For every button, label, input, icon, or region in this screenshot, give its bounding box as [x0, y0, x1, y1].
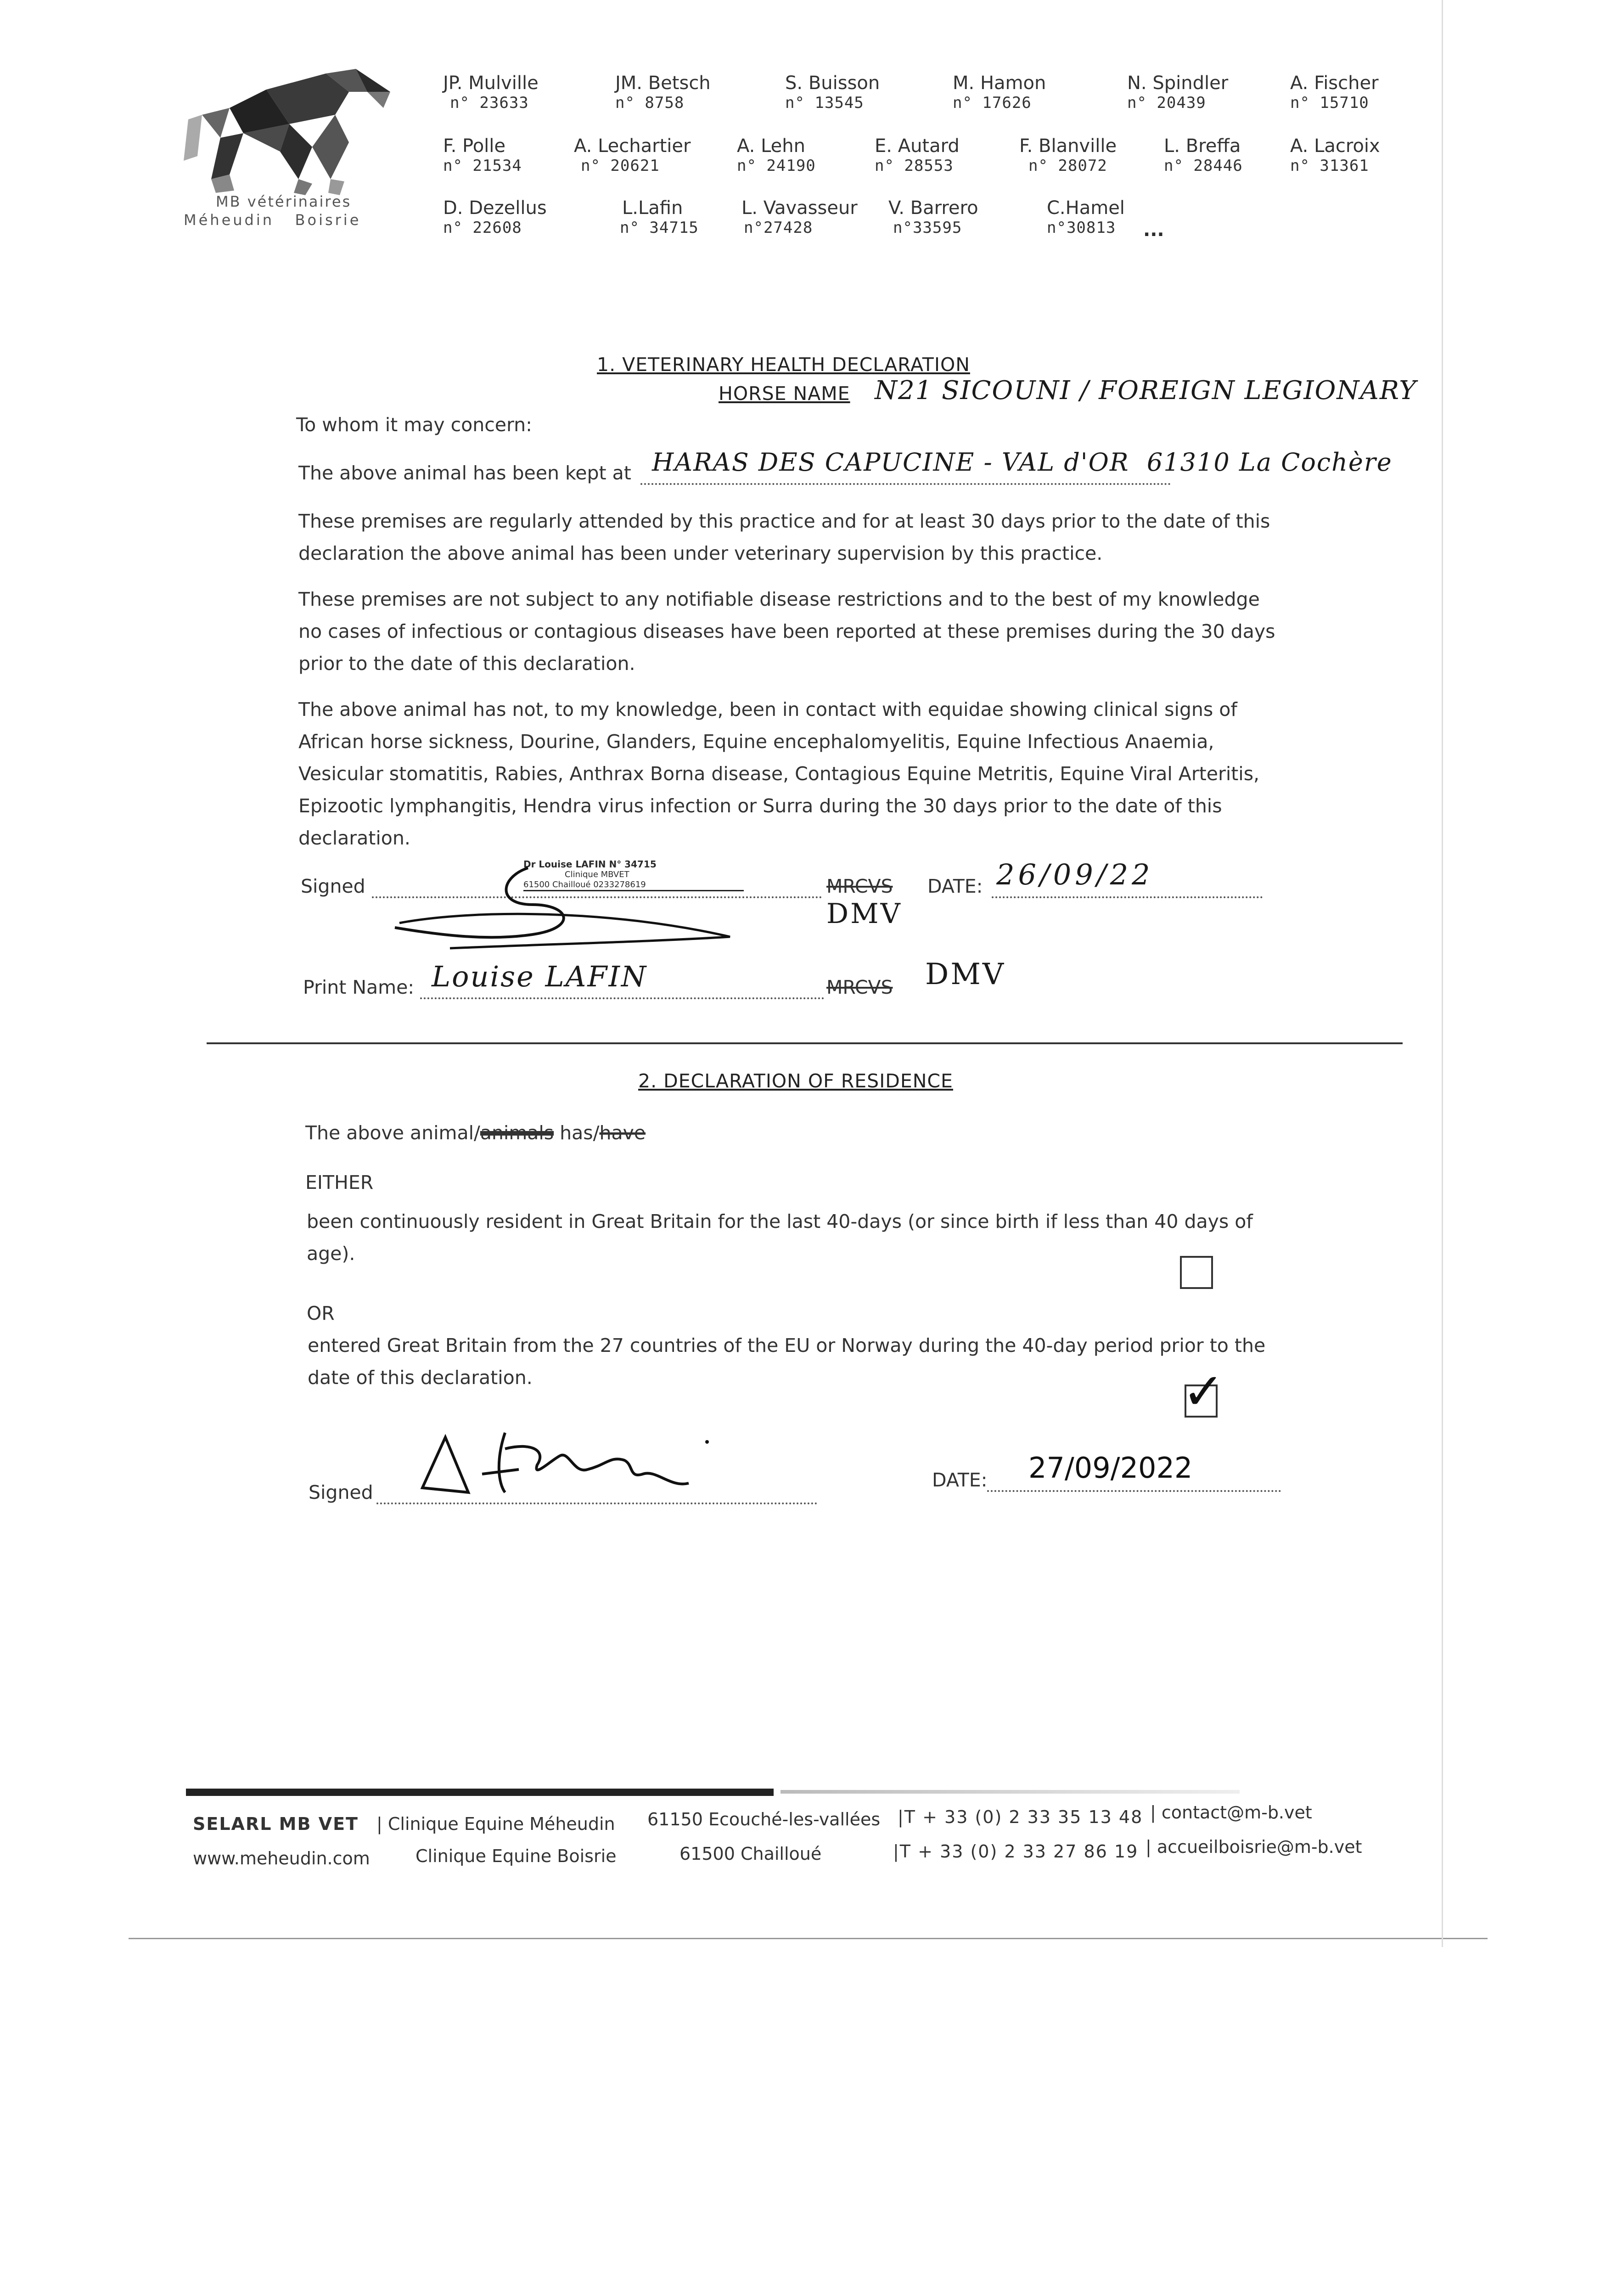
vet-entry: M. Hamon n° 17626: [953, 73, 1046, 112]
paragraph-2: These premises are not subject to any notifiable disease restrictions and to the best of my knowledge no cases of infectious or contagious diseases have been reported at these premises during the 30 days prior to the date of this declaration.: [298, 588, 1275, 675]
vet-entry: C.Hamel n°30813: [1047, 197, 1125, 237]
logo-line-2: Méheudin Boisrie: [184, 211, 361, 229]
footer-clinic-2-email[interactable]: | accueilboisrie@m-b.vet: [1146, 1837, 1362, 1857]
footer-clinic-2-phone: |T + 33 (0) 2 33 27 86 19: [893, 1841, 1139, 1862]
struck-animals: animals: [480, 1122, 554, 1144]
struck-have: have: [599, 1122, 646, 1144]
date-dotline-1: [992, 896, 1263, 898]
footer-clinic-1-phone: |T + 33 (0) 2 33 35 13 48: [898, 1807, 1143, 1827]
option-2-text: entered Great Britain from the 27 countries of the EU or Norway during the 40-day period prior to the date of this declaration.: [308, 1334, 1266, 1389]
vet-entry: A. Lacroix n° 31361: [1290, 135, 1380, 175]
date-dotline-2: [987, 1490, 1281, 1492]
mrcvs-label-2: MRCVS: [826, 976, 893, 998]
horse-name-label: HORSE NAME: [719, 383, 850, 405]
dmv-note-1: DMV: [826, 898, 902, 930]
footer-clinic-2-address: 61500 Chailloué: [680, 1844, 822, 1864]
check-mark-icon: ✓: [1182, 1362, 1225, 1421]
vet-entry: JP. Mulville n° 23633: [443, 73, 539, 112]
footer-clinic-1-email[interactable]: | contact@m-b.vet: [1150, 1802, 1312, 1823]
print-name-dotline: [420, 997, 824, 999]
footer-company: SELARL MB VET: [193, 1814, 359, 1834]
vet-entry: E. Autard n° 28553: [875, 135, 960, 175]
footer-clinic-1: | Clinique Equine Méheudin: [376, 1814, 615, 1834]
section-divider: [207, 1042, 1403, 1044]
vet-stamp: Dr Louise LAFIN N° 34715 Clinique MBVET 61500 Chailloué 0233278619: [523, 859, 744, 891]
kept-at-value: HARAS DES CAPUCINE - VAL d'OR 61310 La Cochère: [652, 448, 1393, 477]
footer-bar: [186, 1789, 774, 1796]
footer-website[interactable]: www.meheudin.com: [193, 1848, 370, 1868]
section-1-title: 1. VETERINARY HEALTH DECLARATION: [597, 354, 970, 376]
either-label: EITHER: [305, 1171, 374, 1193]
salutation: To whom it may concern:: [296, 414, 532, 436]
dmv-note-2: DMV: [925, 957, 1006, 991]
print-name-value: Louise LAFIN: [432, 960, 648, 993]
vet-entry: N. Spindler n° 20439: [1127, 73, 1229, 112]
mrcvs-label: MRCVS: [826, 875, 893, 897]
or-label: OR: [307, 1302, 335, 1324]
date-value-1: 26/09/22: [996, 858, 1154, 891]
letterhead: [0, 0, 1623, 285]
option-1-checkbox[interactable]: [1180, 1256, 1213, 1289]
kept-at-dotline: [640, 483, 1171, 485]
horse-logo-icon: [174, 64, 395, 197]
vet-entry: S. Buisson n° 13545: [785, 73, 880, 112]
paragraph-1: These premises are regularly attended by this practice and for at least 30 days prior to the date of this declaration the above animal has been under veterinary supervision by this practice.: [298, 510, 1270, 564]
option-1-text: been continuously resident in Great Britain for the last 40-days (or since birth if less than 40 days of age).: [307, 1210, 1253, 1265]
vet-entry: F. Blanville n° 28072: [1019, 135, 1117, 175]
signed-label: Signed: [301, 875, 365, 897]
date-label-2: DATE:: [932, 1469, 988, 1491]
footer-bar-fade: [781, 1790, 1240, 1794]
section-2-title: 2. DECLARATION OF RESIDENCE: [638, 1070, 953, 1092]
paragraph-3: The above animal has not, to my knowledge, been in contact with equidae showing clinical signs of African horse sickness, Dourine, Glanders, Equine encephalomyelitis, Equine Infectious Anaemia, Vesicular stomatitis, Rabies, Anthrax Borna disease, Contagious Equine Metritis, Equine Viral Arteritis, Epizootic lymphangitis, Hendra virus infection or Surra during the 30 days prior to the date of this declaration.: [298, 698, 1260, 849]
roster-ellipsis: ...: [1143, 219, 1164, 241]
animal-line: The above animal/animals has/have: [305, 1122, 646, 1144]
footer-clinic-1-address: 61150 Ecouché-les-vallées: [647, 1809, 881, 1829]
vet-entry: A. Lehn n° 24190: [737, 135, 816, 175]
owner-signature: [413, 1424, 744, 1506]
vet-entry: JM. Betsch n° 8758: [615, 73, 711, 112]
vet-signature: [381, 854, 748, 960]
vet-entry: L. Breffa n° 28446: [1164, 135, 1243, 175]
date-label-1: DATE:: [927, 875, 983, 897]
footer-clinic-2: Clinique Equine Boisrie: [416, 1846, 617, 1866]
vet-entry: L.Lafin n° 34715: [620, 197, 699, 237]
horse-name-value: N21 SICOUNI / FOREIGN LEGIONARY: [875, 376, 1417, 405]
scan-edge-right: [1442, 0, 1443, 1947]
vet-entry: A. Fischer n° 15710: [1290, 73, 1379, 112]
signed-label-2: Signed: [309, 1481, 373, 1503]
print-name-label: Print Name:: [303, 976, 415, 998]
vet-entry: D. Dezellus n° 22608: [443, 197, 547, 237]
vet-entry: F. Polle n° 21534: [443, 135, 522, 175]
date-value-2: 27/09/2022: [1028, 1451, 1193, 1485]
vet-entry: V. Barrero n°33595: [888, 197, 978, 237]
vet-entry: L. Vavasseur n°27428: [741, 197, 858, 237]
logo-line-1: MB vétérinaires: [216, 193, 352, 210]
scan-edge-bottom: [129, 1938, 1488, 1939]
vet-entry: A. Lechartier n° 20621: [574, 135, 691, 175]
kept-at-label: The above animal has been kept at: [298, 462, 631, 484]
